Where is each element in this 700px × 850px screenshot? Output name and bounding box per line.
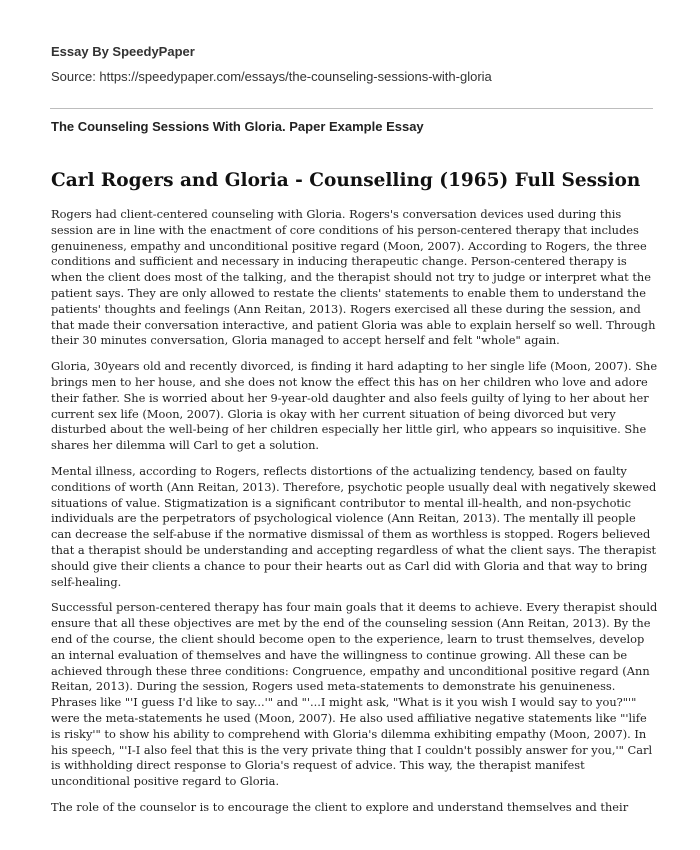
paper-title: The Counseling Sessions With Gloria. Paper Example Essay — [51, 119, 424, 134]
header-divider — [50, 108, 653, 109]
essay-body — [51, 207, 658, 826]
essay-paragraph-1: Rogers had client-centered counseling with Gloria. Rogers's conversation devices used during this session are in line with the enactment of core conditions of his person-centered therapy that includes genuineness, empathy and unconditional positive regard (Moon, 2007). According to Rogers, the three conditions and sufficient and necessary in inducing therapeutic change. Person-centered therapy is when the client does most of the talking, and the therapist should not try to judge or interpret what the patient says. They are only allowed to restate the clients' statements to enable them to understand the patients' thoughts and feelings (Ann Reitan, 2013). Rogers exercised all these during the session, and that made their conversation interactive, and patient Gloria was able to explain herself so well. Through their 30 minutes conversation, Gloria managed to accept herself and felt "whole" again. — [51, 207, 656, 348]
essay-paragraph-4: Successful person-centered therapy has four main goals that it deems to achieve. Every therapist should ensure that all these objectives are met by the end of the counseling session (Ann Reitan, 2013). By the end of the course, the client should become open to the experience, learn to trust themselves, develop an internal evaluation of themselves and have the willingness to continue growing. All these can be achieved through these three conditions: Congruence, empathy and unconditional positive regard (Ann Reitan, 2013). During the session, Rogers used meta-statements to demonstrate his genuineness. Phrases like "'I guess I'd like to say...'" and "'...I might ask, "What is it you wish I would say to you?"'" were the meta-statements he used (Moon, 2007). He also used affiliative negative statements like "'life is risky'" to show his ability to comprehend with Gloria's dilemma exhibiting empathy (Moon, 2007). In his speech, "'I-I also feel that this is the very private thing that I couldn't possibly answer for you,'" Carl is withholding direct response to Gloria's request of advice. This way, the therapist manifest unconditional positive regard to Gloria. — [51, 600, 658, 789]
document-header-title: Essay By SpeedyPaper — [51, 44, 195, 59]
essay-paragraph-3: Mental illness, according to Rogers, reflects distortions of the actualizing tendency, based on faulty conditions of worth (Ann Reitan, 2013). Therefore, psychotic people usually deal with negatively skewed situations of value. Stigmatization is a significant contributor to mental ill-health, and non-psychotic individuals are the perpetrators of psychological violence (Ann Reitan, 2013). The mentally ill people can decrease the self-abuse if the normative dismissal of them as worthless is stopped. Rogers believed that a therapist should be understanding and accepting regardless of what the client says. The therapist should give their clients a chance to pour their hearts out as Carl did with Gloria and that way to bring self-healing. — [51, 463, 657, 589]
essay-paragraph-5: The role of the counselor is to encourage the client to explore and understand themselves and their — [51, 799, 629, 814]
essay-paragraph-2: Gloria, 30years old and recently divorced, is finding it hard adapting to her single life (Moon, 2007). She brings men to her house, and she does not know the effect this has on her children who love and adore their father. She is worried about her 9-year-old daughter and also feels guilty of lying to her about her current sex life (Moon, 2007). Gloria is okay with her current situation of being divorced but very disturbed about the well-being of her children especially her little girl, who appears so inquisitive. She shares her dilemma will Carl to get a solution. — [51, 359, 658, 453]
essay-heading: Carl Rogers and Gloria - Counselling (1965) Full Session — [51, 170, 641, 191]
source-url: Source: https://speedypaper.com/essays/the-counseling-sessions-with-gloria — [51, 69, 492, 84]
